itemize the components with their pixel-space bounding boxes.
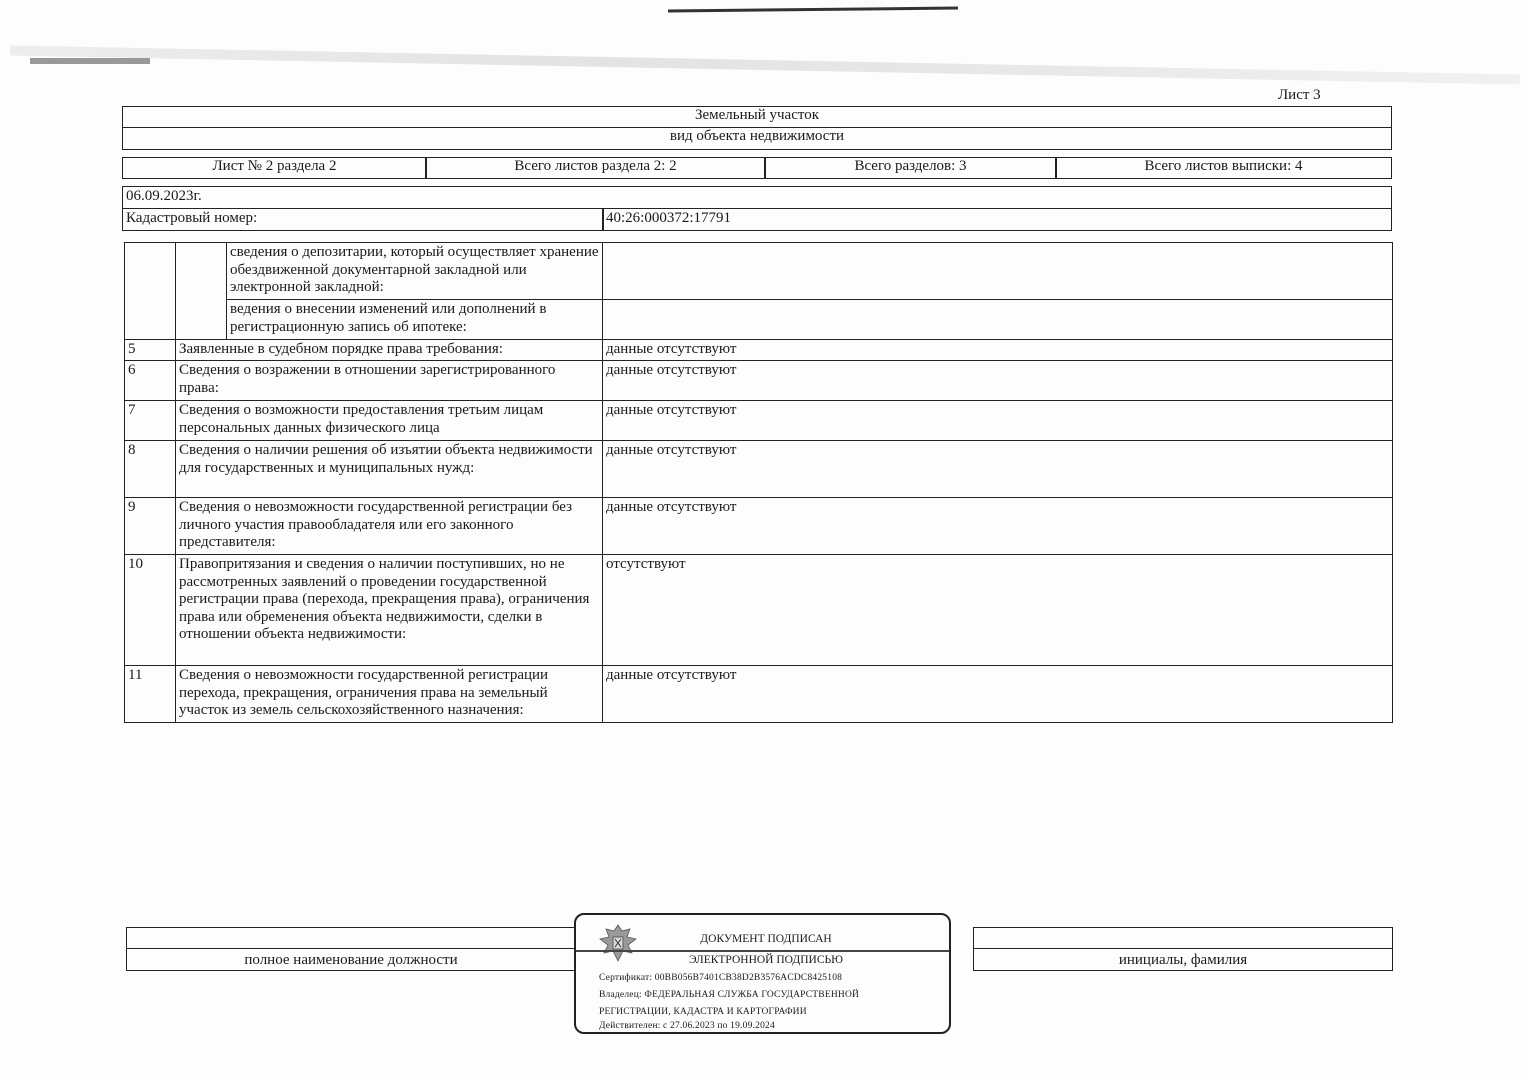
object-type: Земельный участок (122, 106, 1392, 128)
row-number: 7 (125, 401, 176, 441)
stamp-owner-line2: РЕГИСТРАЦИИ, КАДАСТРА И КАРТОГРАФИИ (599, 1007, 807, 1017)
row-label: Правопритязания и сведения о наличии поступивших, но не рассмотренных заявлений о проведении государственной регистрации права (перехода, прекращения права), ограничения права или обременения объекта недвижимости, сделки в отношении объекта недвижимости: (176, 555, 603, 666)
scan-artifact (668, 6, 958, 12)
table-row (125, 340, 1393, 361)
cadastral-label: Кадастровый номер: (122, 208, 604, 231)
row-value: данные отсутствуют (603, 401, 1393, 441)
row-number: 5 (125, 340, 176, 361)
total-sheets-section: Всего листов раздела 2: 2 (425, 157, 766, 179)
row-label: Сведения о возражении в отношении зарегистрированного права: (176, 361, 603, 401)
electronic-signature-stamp (574, 913, 951, 1034)
extract-date: 06.09.2023г. (122, 186, 1392, 209)
sheet-label: Лист 3 (1278, 87, 1321, 103)
position-caption: полное наименование должности (126, 948, 576, 971)
object-type-caption: вид объекта недвижимости (122, 127, 1392, 150)
row-label: Сведения о наличии решения об изъятии объекта недвижимости для государственных и муниципальных нужд: (176, 441, 603, 498)
table-row (125, 300, 1393, 340)
name-caption: инициалы, фамилия (973, 948, 1393, 971)
stamp-certificate: Сертификат: 00BB056B7401CB38D2B3576ACDC8425108 (599, 973, 843, 983)
row-label: Сведения о возможности предоставления третьим лицам персональных данных физического лица (176, 401, 603, 441)
row-number: 6 (125, 361, 176, 401)
table-row (125, 555, 1393, 666)
table-row (125, 498, 1393, 555)
row-number: 10 (125, 555, 176, 666)
row-number (125, 243, 176, 340)
row-value (603, 243, 1393, 300)
row-value: данные отсутствуют (603, 498, 1393, 555)
row-value: данные отсутствуют (603, 666, 1393, 723)
row-label: Сведения о невозможности государственной регистрации перехода, прекращения, ограничения права на земельный участок из земель сельскохозяйственного назначения: (176, 666, 603, 723)
row-value: данные отсутствуют (603, 361, 1393, 401)
row-subindent (176, 243, 227, 340)
table-row (125, 441, 1393, 498)
cadastral-number: 40:26:000372:17791 (602, 208, 1392, 231)
eagle-emblem-icon (596, 921, 640, 965)
row-value: данные отсутствуют (603, 340, 1393, 361)
table-row (125, 666, 1393, 723)
row-label: Заявленные в судебном порядке права требования: (176, 340, 603, 361)
footer-position-top (126, 927, 576, 949)
footer-name-top (973, 927, 1393, 949)
row-value (603, 300, 1393, 340)
scan-artifact (10, 46, 1520, 85)
table-row (125, 401, 1393, 441)
stamp-owner-line1: Владелец: ФЕДЕРАЛЬНАЯ СЛУЖБА ГОСУДАРСТВЕННОЙ (599, 990, 860, 1000)
table-row (125, 243, 1393, 300)
sheet-of-section: Лист № 2 раздела 2 (122, 157, 427, 179)
row-number: 9 (125, 498, 176, 555)
stamp-line1: ДОКУМЕНТ ПОДПИСАН (700, 933, 832, 945)
row-label: Сведения о невозможности государственной регистрации без личного участия правообладателя или его законного представителя: (176, 498, 603, 555)
records-table (124, 242, 1393, 723)
stamp-line2: ЭЛЕКТРОННОЙ ПОДПИСЬЮ (689, 954, 843, 966)
total-sections: Всего разделов: 3 (764, 157, 1057, 179)
table-row (125, 361, 1393, 401)
row-number: 11 (125, 666, 176, 723)
scan-artifact (30, 58, 150, 64)
row-number: 8 (125, 441, 176, 498)
row-label: сведения о депозитарии, который осуществляет хранение обездвиженной документарной закладной или электронной закладной: (227, 243, 603, 300)
row-value: данные отсутствуют (603, 441, 1393, 498)
total-sheets-extract: Всего листов выписки: 4 (1055, 157, 1392, 179)
stamp-validity: Действителен: с 27.06.2023 по 19.09.2024 (599, 1021, 775, 1031)
row-value: отсутствуют (603, 555, 1393, 666)
row-label: ведения о внесении изменений или дополнений в регистрационную запись об ипотеке: (227, 300, 603, 340)
